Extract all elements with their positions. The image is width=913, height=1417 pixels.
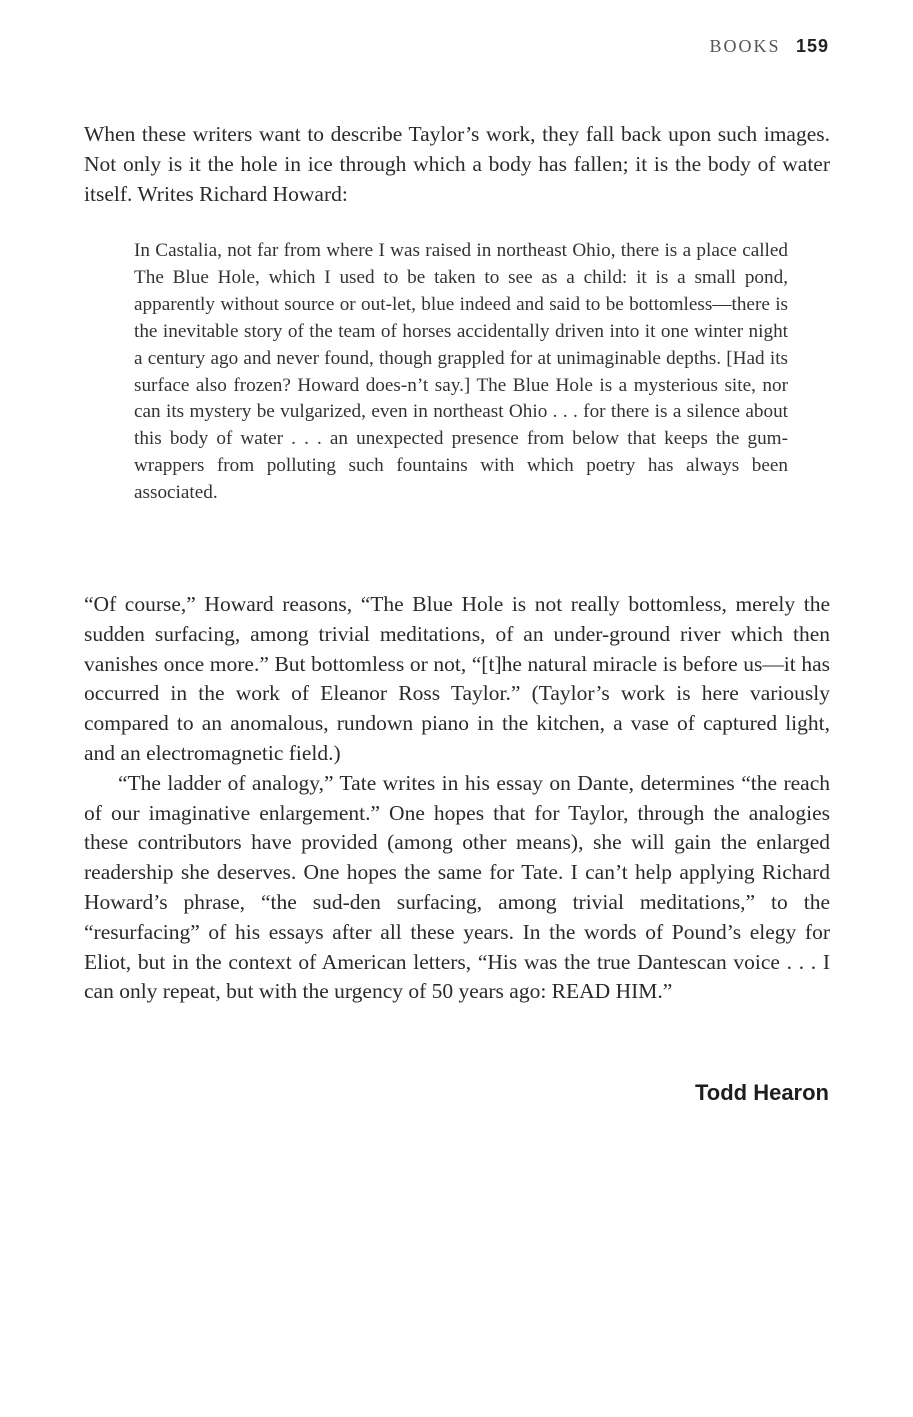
body-text (84, 590, 830, 1007)
section-title: BOOKS (709, 36, 781, 56)
body-paragraph-2: “The ladder of analogy,” Tate writes in his essay on Dante, determines “the reach of our imaginative enlargement.” One hopes that for Taylor, through the analogies these contributors have provided (among other means), she will gain the enlarged readership she deserves. One hopes the same for Tate. I can’t help applying Richard Howard’s phrase, “the sud-den surfacing, among trivial meditations,” to the “resurfacing” of his essays after all these years. In the words of Pound’s elegy for Eliot, but in the context of American letters, “His was the true Dantescan voice . . . I can only repeat, but with the urgency of 50 years ago: READ HIM.” (84, 770, 830, 1004)
block-quote: In Castalia, not far from where I was raised in northeast Ohio, there is a place called The Blue Hole, which I used to be taken to see as a child: it is a small pond, apparently without source or out-let, blue indeed and said to be bottomless—there is the inevitable story of the team of horses accidentally driven into it one winter night a century ago and never found, though grappled for at unimaginable depths. [Had its surface also frozen? Howard does-n’t say.] The Blue Hole is a mysterious site, nor can its mystery be vulgarized, even in northeast Ohio . . . for there is a silence about this body of water . . . an unexpected presence from below that keeps the gum-wrappers from polluting such fountains with which poetry has always been associated. (134, 240, 788, 504)
body-paragraph-1: “Of course,” Howard reasons, “The Blue Hole is not really bottomless, merely the sudden surfacing, among trivial meditations, of an under-ground river which then vanishes once more.” But bottomless or not, “[t]he natural miracle is before us—it has occurred in the work of Eleanor Ross Taylor.” (Taylor’s work is here variously compared to an anomalous, rundown piano in the kitchen, a vase of captured light, and an electromagnetic field.) (84, 592, 830, 765)
running-head (709, 36, 829, 57)
page-number: 159 (795, 36, 829, 56)
intro-block (84, 120, 830, 209)
author-signature: Todd Hearon (694, 1080, 829, 1105)
intro-paragraph: When these writers want to describe Taylor’s work, they fall back upon such images. Not only is it the hole in ice through which a body has fallen; it is the body of water itself. Writes Richard Howard: (84, 122, 830, 206)
